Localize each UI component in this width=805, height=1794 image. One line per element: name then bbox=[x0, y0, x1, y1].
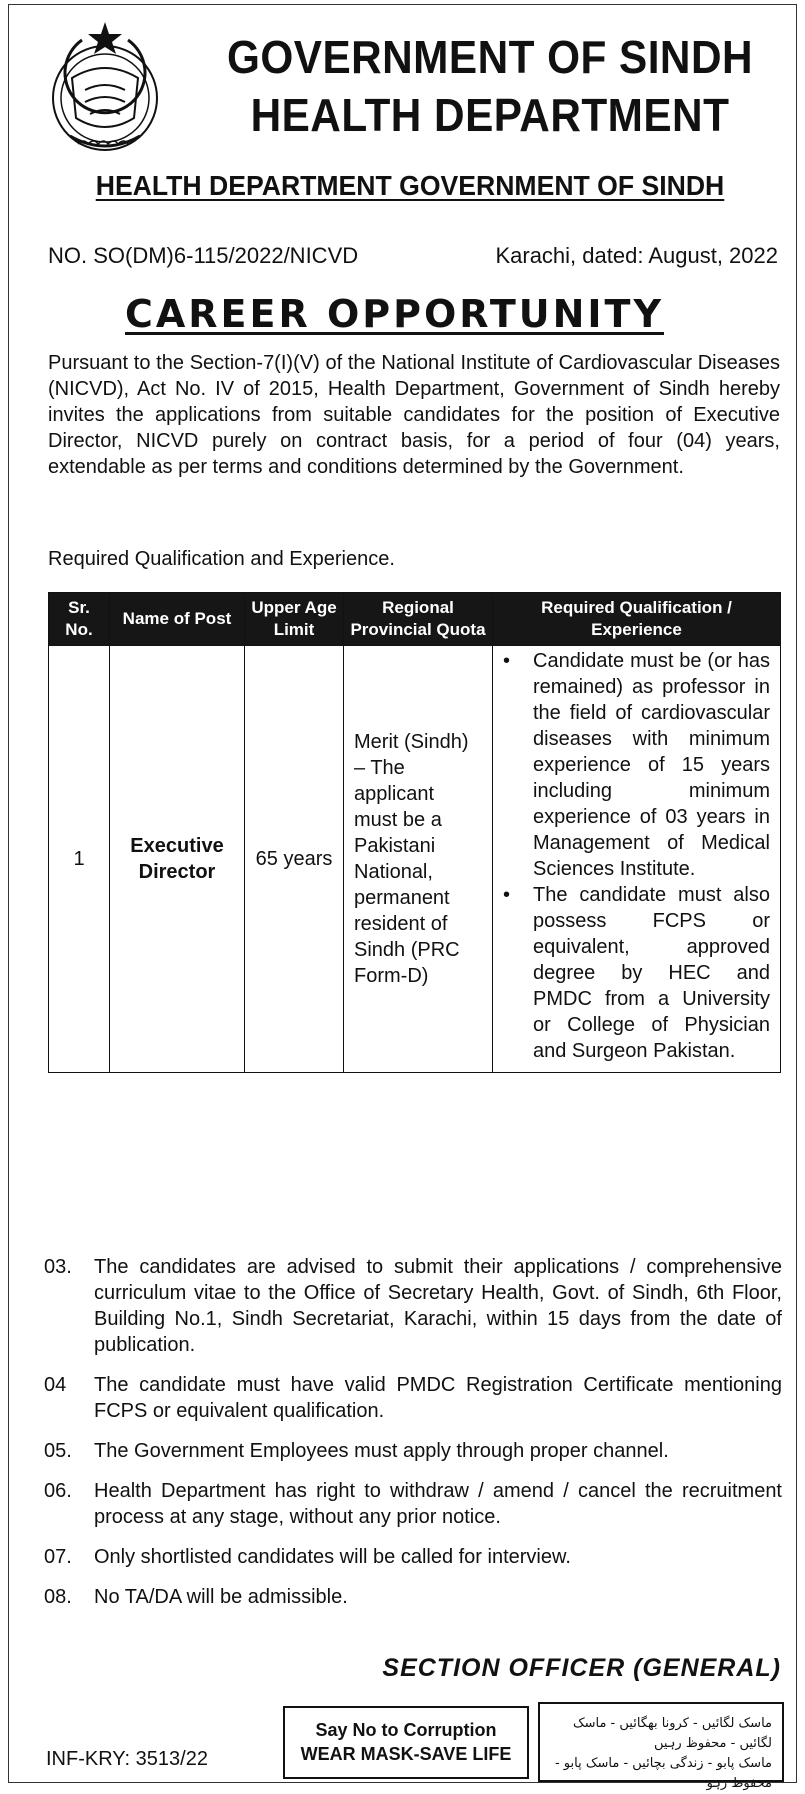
list-item bbox=[44, 1544, 782, 1570]
bullet-icon: • bbox=[503, 884, 511, 906]
note-number: 08. bbox=[44, 1586, 72, 1608]
note-text: The candidate must have valid PMDC Registration Certificate mentioning FCPS or equivalent qualification. bbox=[94, 1374, 782, 1422]
cell-post: Executive Director bbox=[110, 646, 245, 1073]
list-item bbox=[503, 648, 770, 882]
slogan-box bbox=[283, 1706, 529, 1779]
page-title: CAREER OPPORTUNITY bbox=[125, 292, 664, 336]
header-post: Name of Post bbox=[110, 593, 245, 646]
list-item bbox=[503, 882, 770, 1064]
header-age: Upper Age Limit bbox=[245, 593, 344, 646]
cell-age: 65 years bbox=[245, 646, 344, 1073]
header-sr-no: Sr. No. bbox=[49, 593, 110, 646]
inf-kry-code: INF-KRY: 3513/22 bbox=[46, 1748, 208, 1770]
note-text: Only shortlisted candidates will be called for interview. bbox=[94, 1546, 571, 1568]
cell-qualification bbox=[493, 646, 781, 1073]
list-item bbox=[44, 1372, 782, 1424]
slogan-mask: WEAR MASK-SAVE LIFE bbox=[300, 1744, 512, 1764]
qualification-table bbox=[48, 592, 781, 1073]
qualification-heading: Required Qualification and Experience. bbox=[48, 548, 395, 570]
note-number: 05. bbox=[44, 1440, 72, 1462]
intro-paragraph: Pursuant to the Section-7(I)(V) of the National Institute of Cardiovascular Diseases (NICVD), Act No. IV of 2015, Health Department, Government of Sindh hereby invites the applications from suitable candidates for the position of Executive Director, NICVD purely on contract basis, for a period of four (04) years, extendable as per terms and conditions determined by the Government. bbox=[48, 352, 780, 478]
note-text: Health Department has right to withdraw / amend / cancel the recruitment process at any stage, without any prior notice. bbox=[94, 1480, 782, 1528]
note-number: 06. bbox=[44, 1480, 72, 1502]
sindh-government-emblem-icon bbox=[30, 18, 180, 168]
note-text: The Government Employees must apply through proper channel. bbox=[94, 1440, 669, 1462]
table-row bbox=[49, 646, 781, 1073]
note-text: No TA/DA will be admissible. bbox=[94, 1586, 348, 1608]
qualification-list bbox=[503, 648, 770, 1064]
sub-heading: HEALTH DEPARTMENT GOVERNMENT OF SINDH bbox=[95, 170, 725, 201]
list-item bbox=[44, 1584, 782, 1610]
notes-list bbox=[44, 1254, 782, 1624]
note-number: 07. bbox=[44, 1546, 72, 1568]
bullet-icon: • bbox=[503, 650, 511, 672]
list-item bbox=[44, 1254, 782, 1358]
urdu-slogan-box bbox=[538, 1702, 784, 1791]
urdu-slogan-1: ماسک لگائیں - کرونا بھگائیں - ماسک لگائیں - محفوظ رہیں bbox=[572, 1716, 772, 1751]
table-header-row bbox=[49, 593, 781, 646]
urdu-slogan-2: ماسک پابو - زندگی بچائیں - ماسک پابو - محفوظ رہو bbox=[554, 1756, 772, 1791]
cell-sr: 1 bbox=[49, 646, 110, 1073]
heading-line-1: GOVERNMENT OF SINDH bbox=[226, 31, 754, 83]
note-text: The candidates are advised to submit their applications / comprehensive curriculum vitae to the Office of Secretary Health, Govt. of Sindh, 6th Floor, Building No.1, Sindh Secretariat, Karachi, within 15 days from the date of publication. bbox=[94, 1256, 782, 1356]
cell-quota: Merit (Sindh) – The applicant must be a Pakistani National, permanent resident of Sindh (PRC Form-D) bbox=[344, 646, 493, 1073]
list-item bbox=[44, 1478, 782, 1530]
list-item bbox=[44, 1438, 782, 1464]
slogan-corruption: Say No to Corruption bbox=[315, 1720, 497, 1740]
note-number: 04 bbox=[44, 1374, 67, 1396]
signature-title: SECTION OFFICER (GENERAL) bbox=[382, 1654, 781, 1682]
header-quota: Regional Provincial Quota bbox=[344, 593, 493, 646]
reference-number: NO. SO(DM)6-115/2022/NICVD bbox=[48, 243, 359, 268]
note-number: 03. bbox=[44, 1256, 72, 1278]
government-heading bbox=[223, 28, 757, 144]
reference-date: Karachi, dated: August, 2022 bbox=[495, 243, 778, 268]
heading-line-2: HEALTH DEPARTMENT bbox=[250, 89, 730, 141]
qualification-text: The candidate must also possess FCPS or equivalent, approved degree by HEC and PMDC from a University or College of Physician and Surgeon Pakistan. bbox=[533, 884, 770, 1062]
reference-line bbox=[48, 243, 778, 269]
header-qualification: Required Qualification / Experience bbox=[493, 593, 781, 646]
qualification-text: Candidate must be (or has remained) as professor in the field of cardiovascular diseases with minimum experience of 15 years including minimum experience of 03 years in Management of Medical Sciences Institute. bbox=[533, 650, 770, 880]
